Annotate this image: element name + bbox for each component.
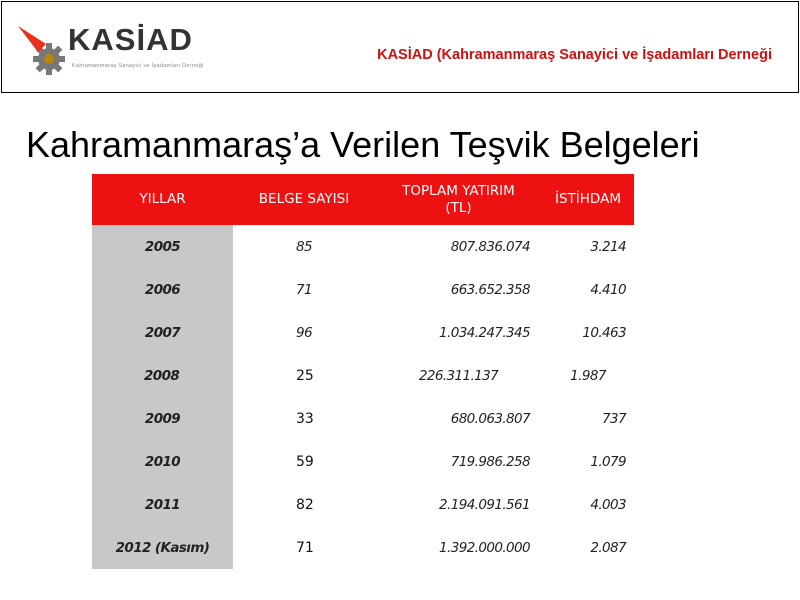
cell-employment: 4.003	[590, 496, 626, 513]
cell-year: 2006	[92, 268, 233, 311]
table-row	[92, 526, 634, 569]
logo-wordmark: KASİAD	[68, 22, 193, 57]
cell-employment: 4.410	[590, 281, 626, 298]
cell-certificate-count: 82	[296, 496, 314, 513]
cell-certificate-count: 33	[296, 410, 314, 427]
cell-total-investment: 1.034.247.345	[439, 324, 530, 341]
table-row	[92, 397, 634, 440]
cell-total-investment: 719.986.258	[450, 453, 530, 470]
cell-year: 2007	[92, 311, 233, 354]
slide-title: Kahramanmaraş’a Verilen Teşvik Belgeleri	[26, 124, 700, 165]
total-investment-header-text: TOPLAM YATIRIM (TL)	[402, 182, 515, 216]
cell-certificate-count: 96	[296, 324, 312, 341]
cell-employment: 737	[602, 410, 626, 427]
cell-employment: 10.463	[582, 324, 626, 341]
column-header-years: YILLAR	[92, 174, 233, 225]
cell-total-investment: 226.311.137	[418, 367, 499, 384]
table-row	[92, 225, 634, 268]
cell-certificate-count: 71	[296, 281, 312, 298]
cell-certificate-count: 71	[296, 539, 314, 556]
cell-total-investment: 2.194.091.561	[439, 496, 530, 513]
table-row	[92, 440, 634, 483]
table-row	[92, 354, 634, 397]
cell-year: 2010	[92, 440, 233, 483]
logo-tagline: Kahramanmaraş Sanayici ve İşadamları Derneği	[72, 63, 204, 69]
cell-year: 2008	[92, 354, 233, 397]
cell-employment: 1.987	[570, 367, 606, 384]
cell-employment: 3.214	[590, 238, 626, 255]
cell-total-investment: 1.392.000.000	[439, 539, 530, 556]
table-row	[92, 483, 634, 526]
incentive-certificates-table	[92, 174, 634, 569]
cell-employment: 2.087	[590, 539, 626, 556]
cell-certificate-count: 59	[296, 453, 314, 470]
header-title: KASİAD (Kahramanmaraş Sanayici ve İşadamları Derneği	[377, 47, 772, 63]
cell-year: 2009	[92, 397, 233, 440]
cell-employment: 1.079	[590, 453, 626, 470]
cell-total-investment: 807.836.074	[450, 238, 530, 255]
cell-total-investment: 680.063.807	[450, 410, 530, 427]
kasiad-logo	[16, 24, 226, 78]
gear-with-red-triangle-logo-icon	[16, 24, 76, 78]
column-header-employment: İSTİHDAM	[542, 174, 634, 225]
column-header-total-investment	[375, 174, 542, 225]
column-header-certificate-count: BELGE SAYISI	[233, 174, 375, 225]
cell-certificate-count: 25	[296, 367, 314, 384]
cell-year: 2005	[92, 225, 233, 268]
table-header-row	[92, 174, 634, 225]
cell-year: 2011	[92, 483, 233, 526]
header-bar	[1, 1, 799, 93]
cell-certificate-count: 85	[296, 238, 312, 255]
table-row	[92, 311, 634, 354]
cell-total-investment: 663.652.358	[450, 281, 530, 298]
table-row	[92, 268, 634, 311]
cell-year: 2012 (Kasım)	[92, 526, 233, 569]
